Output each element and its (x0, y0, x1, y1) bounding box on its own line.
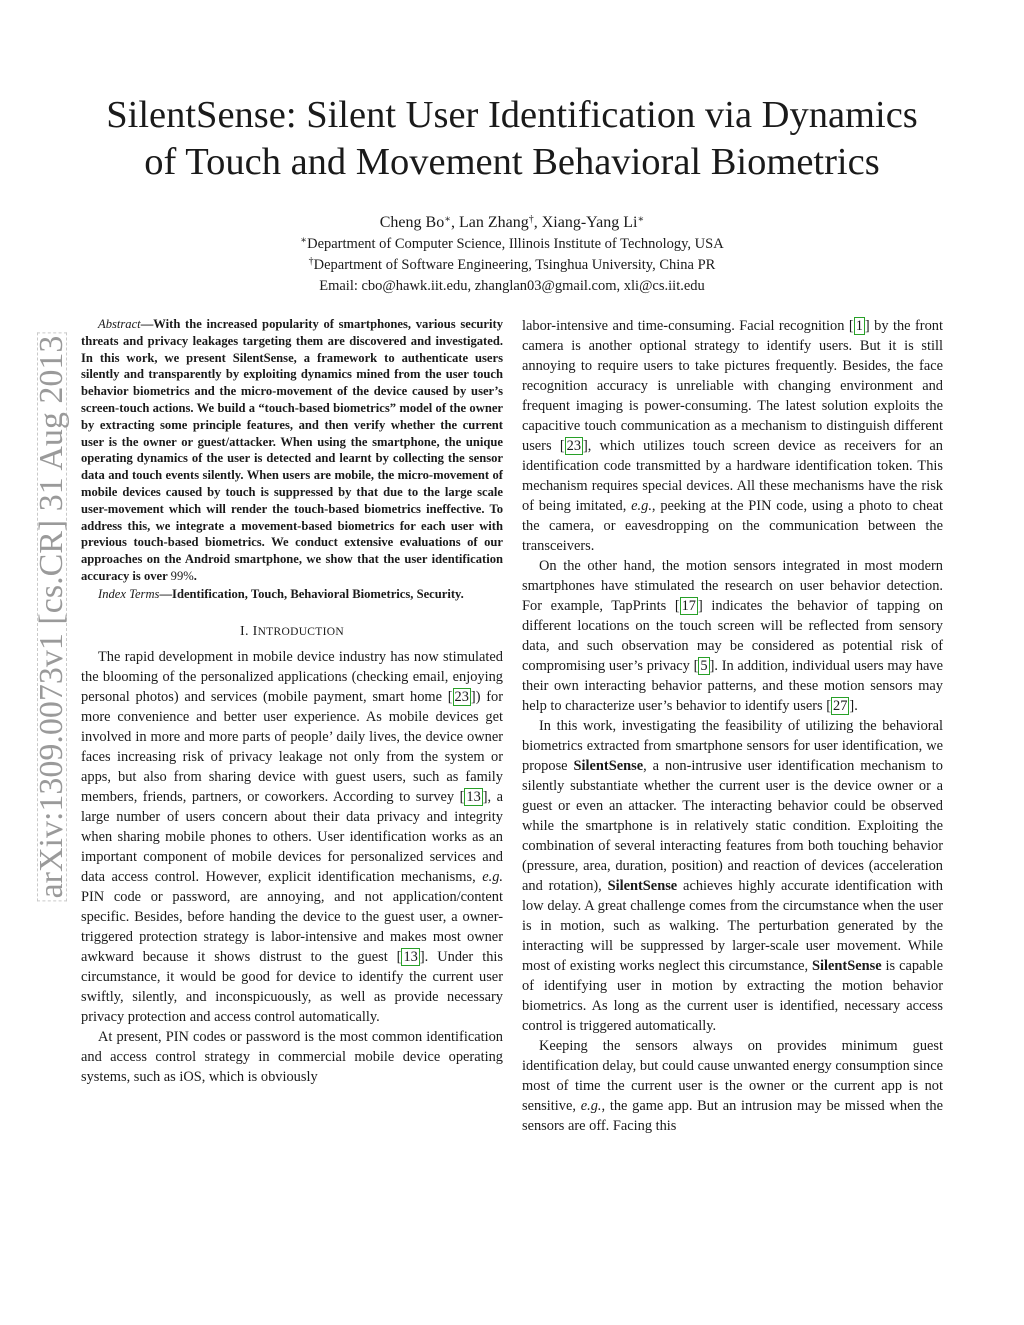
title-line-1: SilentSense: Silent User Identification via Dynamics (106, 94, 918, 136)
index-terms (81, 586, 503, 603)
author-block (110, 212, 914, 297)
paragraph-text: labor-intensive and time-consuming. Facial recognition [ (522, 318, 854, 334)
author-separator: , (533, 214, 542, 231)
section-number: I. (240, 623, 253, 639)
author-names (110, 212, 914, 233)
affiliation-1 (110, 234, 914, 255)
intro-paragraph-2-continued (522, 316, 943, 556)
intro-paragraph-4 (522, 716, 943, 1036)
affiliation-1-mark: ∗ (300, 235, 308, 246)
author-3: Xiang-Yang Li (541, 214, 638, 231)
paragraph-text: ], a large number of users concern about their data privacy and integrity when sharing mobile phones to others. User identification works as an important component of mobile devices for personalized services and data access control. However, explicit identification mechanisms, (81, 788, 504, 885)
citation-link[interactable]: 17 (681, 598, 696, 614)
author-emails: Email: cbo@hawk.iit.edu, zhanglan03@gmail.com, xli@cs.iit.edu (319, 278, 705, 294)
intro-paragraph-3 (522, 556, 943, 716)
affiliation-1-text: Department of Computer Science, Illinois Institute of Technology, USA (307, 236, 724, 252)
author-1: Cheng Bo (379, 214, 445, 231)
paragraph-text: , peeking at the PIN code, using a photo to cheat the camera, or eavesdropping on the communication between the transceivers. (522, 498, 943, 554)
index-terms-label: Index Terms (98, 586, 160, 601)
paragraph-text: The rapid development in mobile device industry has now stimulated the blooming of the personalized applications (checking email, enjoying personal photos) and services (mobile payment, smart home [ (81, 648, 503, 705)
section-title-initial: I (252, 623, 258, 639)
abstract (81, 316, 503, 585)
paragraph-text: is capable of identifying user in motion by extracting the motion behavior biometrics. As long as the current user is identified, necessary access control is triggered automatically. (522, 958, 944, 1034)
paragraph-text: achieves highly accurate identification with low delay. A great challenge comes from the circumstance when the user is in motion, such as walking. The perturbation generated by the interacting will be suppressed by larger-scale user movement. While most of existing works neglect this circumstance, (522, 878, 943, 974)
abstract-end: . (193, 568, 197, 583)
italic-text: e.g. (482, 868, 503, 885)
affiliation-2 (110, 255, 914, 276)
citation-link[interactable]: 1 (855, 318, 863, 334)
abstract-label: Abstract (98, 317, 141, 331)
paragraph-text: , the game app. But an intrusion may be missed when the sensors are off. Facing this (522, 1098, 943, 1134)
citation-link[interactable]: 23 (566, 438, 582, 454)
bold-text: SilentSense (812, 958, 882, 974)
abstract-dash: — (140, 317, 154, 331)
left-column (81, 316, 503, 1087)
paragraph-text: ]) for more convenience and better user experience. As mobile devices get involved in more and more parts of people’ daily lives, the device owner faces increasing risk of privacy leakage not only from the system or apps, but also from sharing device with guest users, such as family members, friends, partners, or coworkers. According to survey [ (81, 688, 503, 805)
bold-text: SilentSense (607, 878, 678, 894)
affiliation-2-text: Department of Software Engineering, Tsinghua University, China PR (313, 257, 716, 273)
citation-link[interactable]: 13 (403, 948, 418, 965)
affiliation-2-mark: † (308, 256, 314, 267)
bold-text: SilentSense (573, 758, 644, 774)
citation-link[interactable]: 13 (466, 788, 481, 805)
section-title-rest: NTRODUCTION (257, 625, 344, 638)
citation-link[interactable]: 27 (833, 698, 848, 714)
paragraph-text: On the other hand, the motion sensors integrated in most modern smartphones have stimulated the research on user behavior detection. For example, TapPrints [ (522, 558, 943, 614)
author-2-mark: † (528, 214, 534, 225)
index-terms-body: Identification, Touch, Behavioral Biometrics, Security. (172, 586, 464, 601)
paper-title (60, 92, 964, 186)
paragraph-text: PIN code or password, are annoying, and not application/content specific. Besides, before handing the device to the guest user, a owner-triggered protection strategy is labor-intensive and makes most owner awkward because it shows distrust to the guest [ (81, 888, 503, 965)
paragraph-text: , a non-intrusive user identification mechanism to silently substantiate whether the current user is the device owner or a guest or even an attacker. The interacting behavior could be observed while the smartphone is in relatively static condition. Exploiting the combination of several interacting features from both touching behavior (pressure, area, duration, position) and reaction of devices (acceleration and rotation), (522, 758, 943, 894)
author-2: Lan Zhang (459, 214, 529, 231)
paragraph-text: ]. Under this circumstance, it would be good for device to identify the current user swiftly, silently, and inconspicuously, as well as provide necessary privacy protection and access control automatically. (81, 948, 503, 1025)
paragraph-text: ] by the front camera is another optional strategy to identify users. But it is still annoying to require users to take pictures frequently. Besides, the face recognition accuracy is unreliable with changing environment and frequent imaging is power-consuming. The latest solution exploits the capacitive touch communication as a mechanism to distinguish different users [ (522, 318, 943, 454)
arxiv-stamp-text: arXiv:1309.0073v1 [cs.CR] 31 Aug 2013 (37, 333, 67, 902)
italic-text: e.g. (580, 1098, 602, 1114)
right-column (522, 316, 943, 1136)
paragraph-text: ]. (849, 698, 858, 714)
abstract-accuracy: 99% (170, 568, 194, 583)
author-1-mark: ∗ (444, 214, 451, 225)
index-terms-dash: — (159, 586, 173, 601)
paragraph-text: Keeping the sensors always on provides minimum guest identification delay, but could cause unwanted energy consumption since most of time the current user is the owner or the current app is not sensitive, (522, 1038, 943, 1114)
paragraph-text: In this work, investigating the feasibility of utilizing the behavioral biometrics extracted from smartphone sensors for user identification, we propose (522, 718, 943, 774)
title-line-2: of Touch and Movement Behavioral Biometrics (144, 141, 880, 183)
italic-text: e.g. (631, 498, 652, 514)
intro-paragraph-5 (522, 1036, 943, 1136)
author-separator: , (451, 214, 459, 231)
citation-link[interactable]: 5 (700, 658, 708, 674)
paragraph-text: ] indicates the behavior of tapping on different locations on the touch screen will be reflected from sensory data, and such observation may be considered as potential risk of compromising user’s privacy [ (522, 598, 943, 674)
citation-link[interactable]: 23 (454, 688, 469, 705)
intro-paragraph-2: At present, PIN codes or password is the most common identification and access control strategy in commercial mobile device operating systems, such as iOS, which is obviously (81, 1028, 503, 1085)
paragraph-text: ], which utilizes touch screen device as receivers for an identification code transmitted by a hardware identification token. This mechanism requires special devices. All these mechanisms have the risk of being imitated, (522, 438, 943, 514)
arxiv-stamp (33, 322, 70, 912)
intro-paragraph-1 (81, 647, 503, 1027)
paragraph-text: ]. In addition, individual users may have their own interacting behavior patterns, and these motion sensors may help to characterize user’s behavior to identify users [ (522, 658, 943, 714)
abstract-body: With the increased popularity of smartphones, various security threats and privacy leakages targeting them are discovered and investigated. In this work, we present SilentSense, a framework to authenticate users silently and transparently by exploiting dynamics mined from the user touch behavior biometrics and the micro-movement of the device caused by user’s screen-touch actions. We build a “touch-based biometrics” model of the owner by extracting some principle features, and then verify whether the current user is the owner or guest/attacker. When using the smartphone, the unique operating dynamics of the user is detected and learnt by collecting the sensor data and touch events silently. When users are mobile, the micro-movement of mobile devices caused by touch is suppressed by that due to the large scale user-movement which will render the touch-based biometrics ineffective. To address this, we integrate a movement-based biometrics for each user with previous touch-based biometrics. We conduct extensive evaluations of our approaches on the Android smartphone, we show that the user identification accuracy is over (81, 317, 503, 583)
section-heading-introduction (81, 622, 503, 642)
author-3-mark: ∗ (637, 214, 645, 225)
